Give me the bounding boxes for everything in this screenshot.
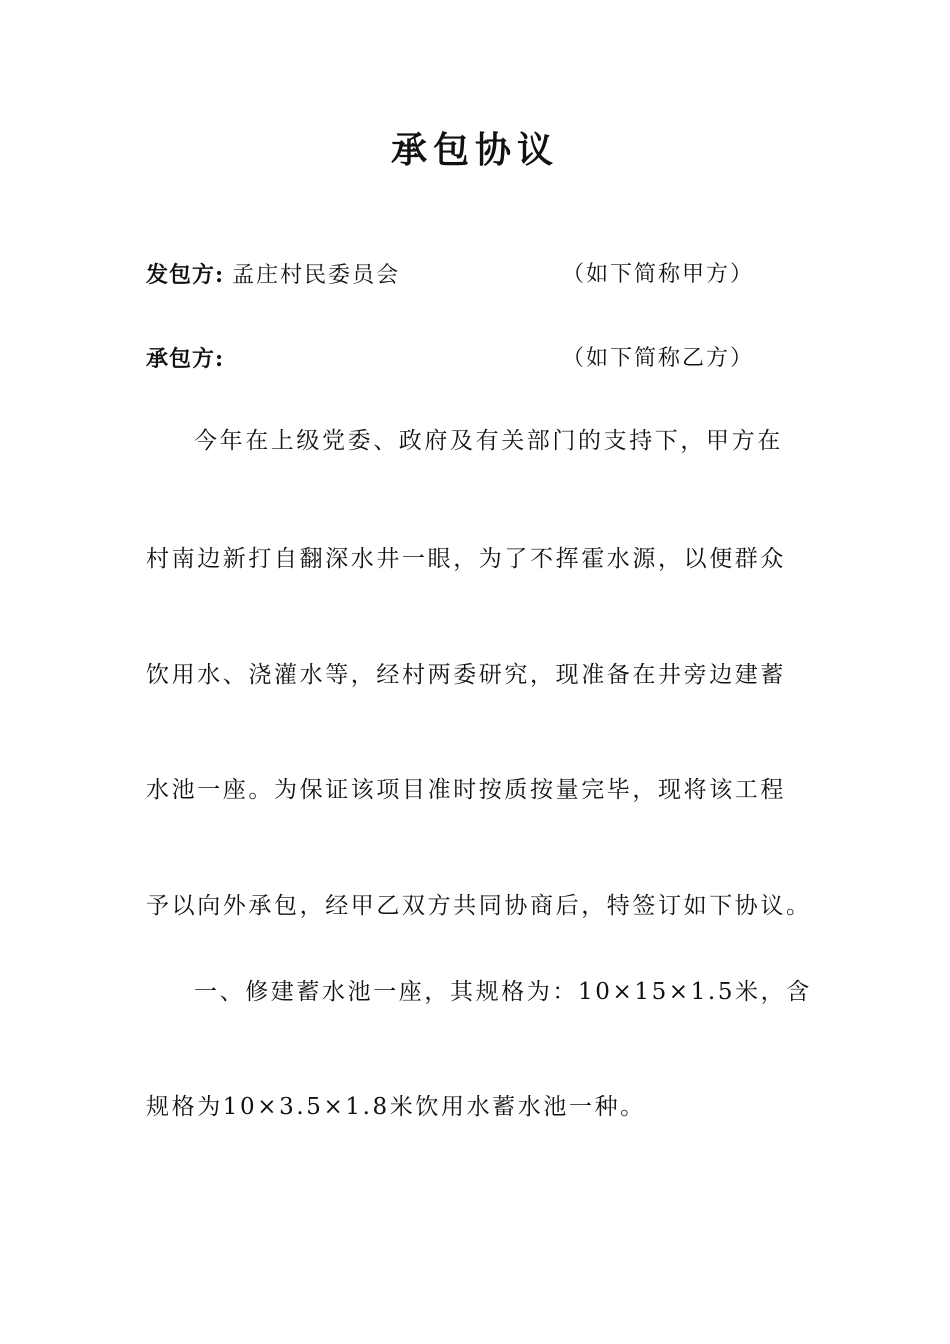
contractor-label: 承包方: <box>146 346 225 372</box>
employer-label: 发包方: <box>146 262 225 288</box>
employer-note: （如下简称甲方） <box>562 262 755 287</box>
employer-value: 孟庄村民委员会 <box>232 263 401 288</box>
body-line: 饮用水、浇灌水等，经村两委研究，现准备在井旁边建蓄 <box>146 662 786 688</box>
contractor-note: （如下简称乙方） <box>562 346 755 371</box>
body-line: 水池一座。为保证该项目准时按质按量完毕，现将该工程 <box>146 777 786 803</box>
contractor-row <box>146 339 806 379</box>
clause-one-line: 一、修建蓄水池一座，其规格为：10×15×1.5米，含 <box>194 979 812 1005</box>
body-line: 村南边新打自翻深水井一眼，为了不挥霍水源，以便群众 <box>146 546 786 572</box>
employer-row <box>146 255 806 295</box>
body-line: 今年在上级党委、政府及有关部门的支持下，甲方在 <box>194 428 783 454</box>
document-title: 承包协议 <box>390 129 559 171</box>
clause-one-line: 规格为10×3.5×1.8米饮用水蓄水池一种。 <box>146 1094 646 1120</box>
body-line: 予以向外承包，经甲乙双方共同协商后，特签订如下协议。 <box>146 893 812 919</box>
